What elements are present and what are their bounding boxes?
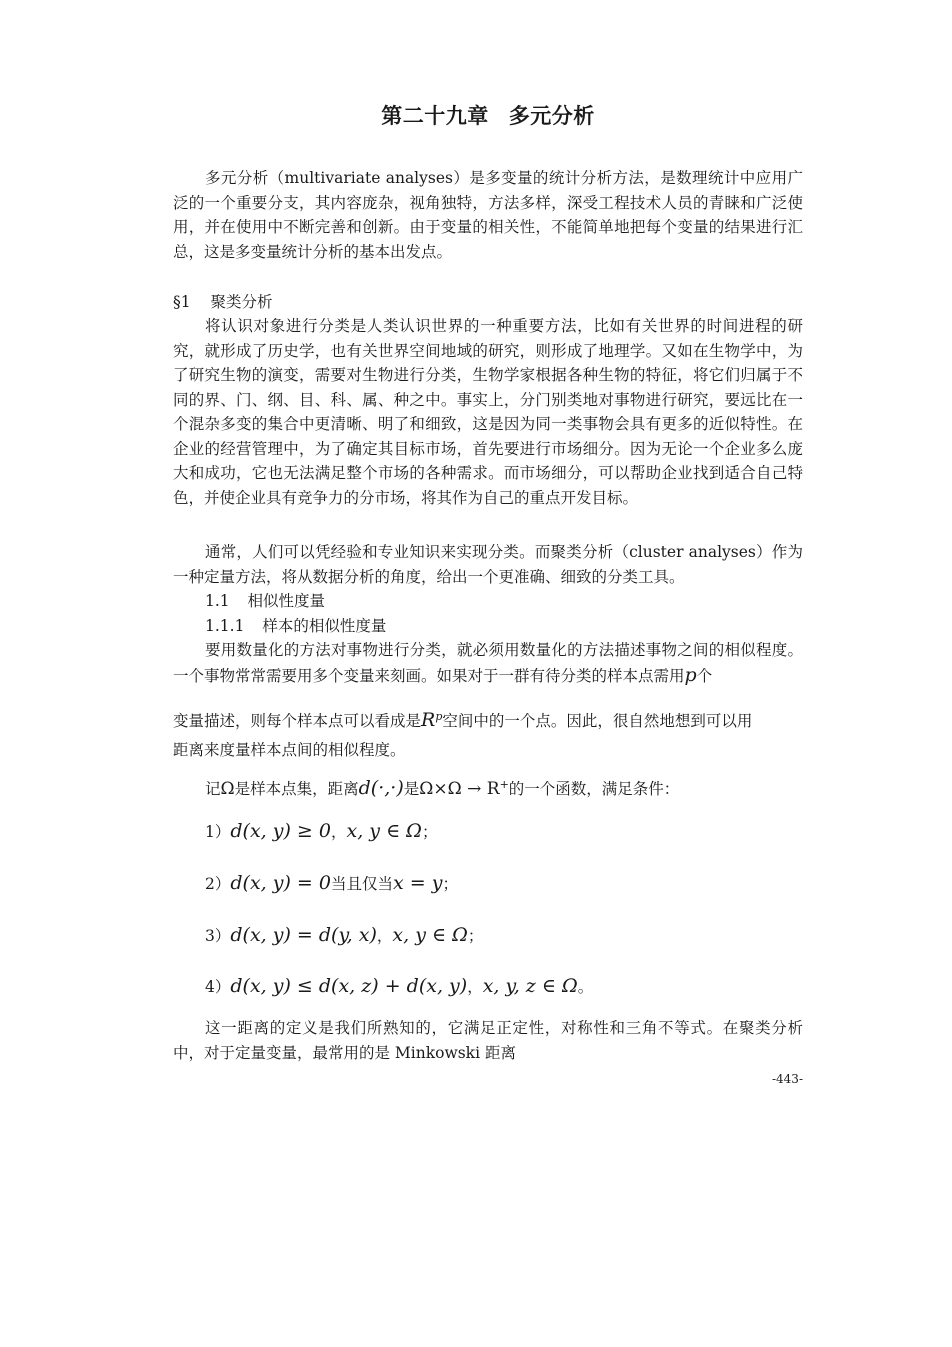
subsection-title: 相似性度量	[247, 592, 326, 610]
condition-number: 4）	[205, 978, 231, 996]
mapping-expression: Ω×Ω → R	[419, 779, 500, 799]
section-paragraph-1: 将认识对象进行分类是人类认识世界的一种重要方法，比如有关世界的时间进程的研究，就形成了历史学，也有关世界空间地域的研究，则形成了地理学。又如在生物学中，为了研究生物的演变，需要对生物进行分类，生物学家根据各种生物的特征，将它们归属于不同的界、门、纲、目、科、属、种之中。事实上，分门别类地对事物进行研究，要远比在一个混杂多变的集合中更清晰、明了和细致，这是因为同一类事物会具有更多的近似特性。在企业的经营管理中，为了确定其目标市场，首先要进行市场细分。因为无论一个企业多么庞大和成功，它也无法满足整个市场的各种需求。而市场细分，可以帮助企业找到适合自己特色，并使企业具有竞争力的分市场，将其作为自己的重点开发目标。	[173, 317, 803, 507]
omega-symbol: Ω	[220, 779, 235, 799]
condition-expression: d(x, y) = d(y, x)	[230, 924, 377, 946]
paragraph-4-text: 变量描述，则每个样本点可以看成是	[173, 712, 422, 731]
condition-separator: ，	[467, 978, 483, 996]
subsection-heading	[205, 589, 325, 614]
intro-paragraph: 多元分析（multivariate analyses）是多变量的统计分析方法，是数理统计中应用广泛的一个重要分支，其内容庞杂，视角独特，方法多样，深受工程技术人员的青睐和广泛使用，并在使用中不断完善和创新。由于变量的相关性，不能简单地把每个变量的结果进行汇总，这是多变量统计分析的基本出发点。	[173, 169, 803, 261]
closing-paragraph: 这一距离的定义是我们所熟知的，它满足正定性，对称性和三角不等式。在聚类分析中，对于定量变量，最常用的是 Minkowski 距离	[173, 1019, 803, 1062]
condition-1	[205, 820, 437, 842]
section-paragraph-3	[173, 638, 803, 688]
variable-p: p	[684, 663, 697, 686]
condition-domain: x, y ∈ Ω	[392, 924, 468, 946]
condition-expression: d(x, y) = 0	[230, 872, 331, 894]
condition-end: ；	[421, 823, 438, 841]
section-title: 聚类分析	[210, 293, 273, 311]
definition-text-3: 是	[403, 780, 420, 798]
paragraph-3-tail: 个	[696, 666, 713, 685]
condition-end: ；	[442, 875, 458, 893]
chapter-title	[173, 100, 803, 130]
subsection-number: 1.1	[205, 592, 230, 610]
space-dimension: p	[435, 710, 443, 723]
paragraph-3-text: 要用数量化的方法对事物进行分类，就必须用数量化的方法描述事物之间的相似程度。一个事物常常需要用多个变量来刻画。如果对于一群有待分类的样本点需用	[173, 641, 803, 685]
definition-text-2: 是样本点集，距离	[234, 780, 359, 798]
condition-domain: x = y	[393, 872, 443, 894]
space-symbol: R	[421, 709, 436, 732]
condition-domain: x, y ∈ Ω	[346, 820, 422, 842]
condition-3	[205, 924, 483, 946]
section-paragraph-2: 通常，人们可以凭经验和专业知识来实现分类。而聚类分析（cluster analyses）作为一种定量方法，将从数据分析的角度，给出一个更准确、细致的分类工具。	[173, 543, 803, 586]
section-paragraph-4	[173, 705, 803, 734]
subsubsection-heading	[205, 614, 386, 639]
condition-separator: 当且仅当	[330, 875, 393, 893]
condition-number: 3）	[205, 927, 231, 945]
chapter-number: 第二十九章	[381, 104, 489, 128]
condition-end: 。	[577, 978, 594, 996]
definition-text-4: 的一个函数，满足条件：	[508, 780, 680, 798]
mapping-plus: +	[499, 777, 509, 791]
chapter-name: 多元分析	[508, 104, 595, 128]
definition-text-1: 记	[205, 780, 221, 798]
section-heading	[173, 290, 273, 315]
distance-definition	[205, 777, 679, 799]
paragraph-4-tail: 空间中的一个点。因此，很自然地想到可以用	[442, 712, 753, 731]
subsubsection-number: 1.1.1	[205, 617, 245, 635]
condition-domain: x, y, z ∈ Ω	[482, 975, 578, 997]
distance-function: d(·,·)	[358, 777, 404, 799]
condition-number: 1）	[205, 823, 231, 841]
condition-separator: ，	[330, 823, 347, 841]
condition-2	[205, 872, 458, 894]
condition-end: ；	[467, 927, 484, 945]
condition-expression: d(x, y) ≥ 0	[230, 820, 331, 842]
section-paragraph-5: 距离来度量样本点间的相似程度。	[173, 741, 406, 759]
page-number: -443-	[771, 1072, 803, 1086]
section-mark: §1	[173, 293, 191, 311]
condition-number: 2）	[205, 875, 231, 893]
condition-separator: ，	[376, 927, 393, 945]
condition-expression: d(x, y) ≤ d(x, z) + d(x, y)	[230, 975, 468, 997]
subsubsection-title: 样本的相似性度量	[262, 617, 387, 635]
condition-4	[205, 975, 593, 997]
